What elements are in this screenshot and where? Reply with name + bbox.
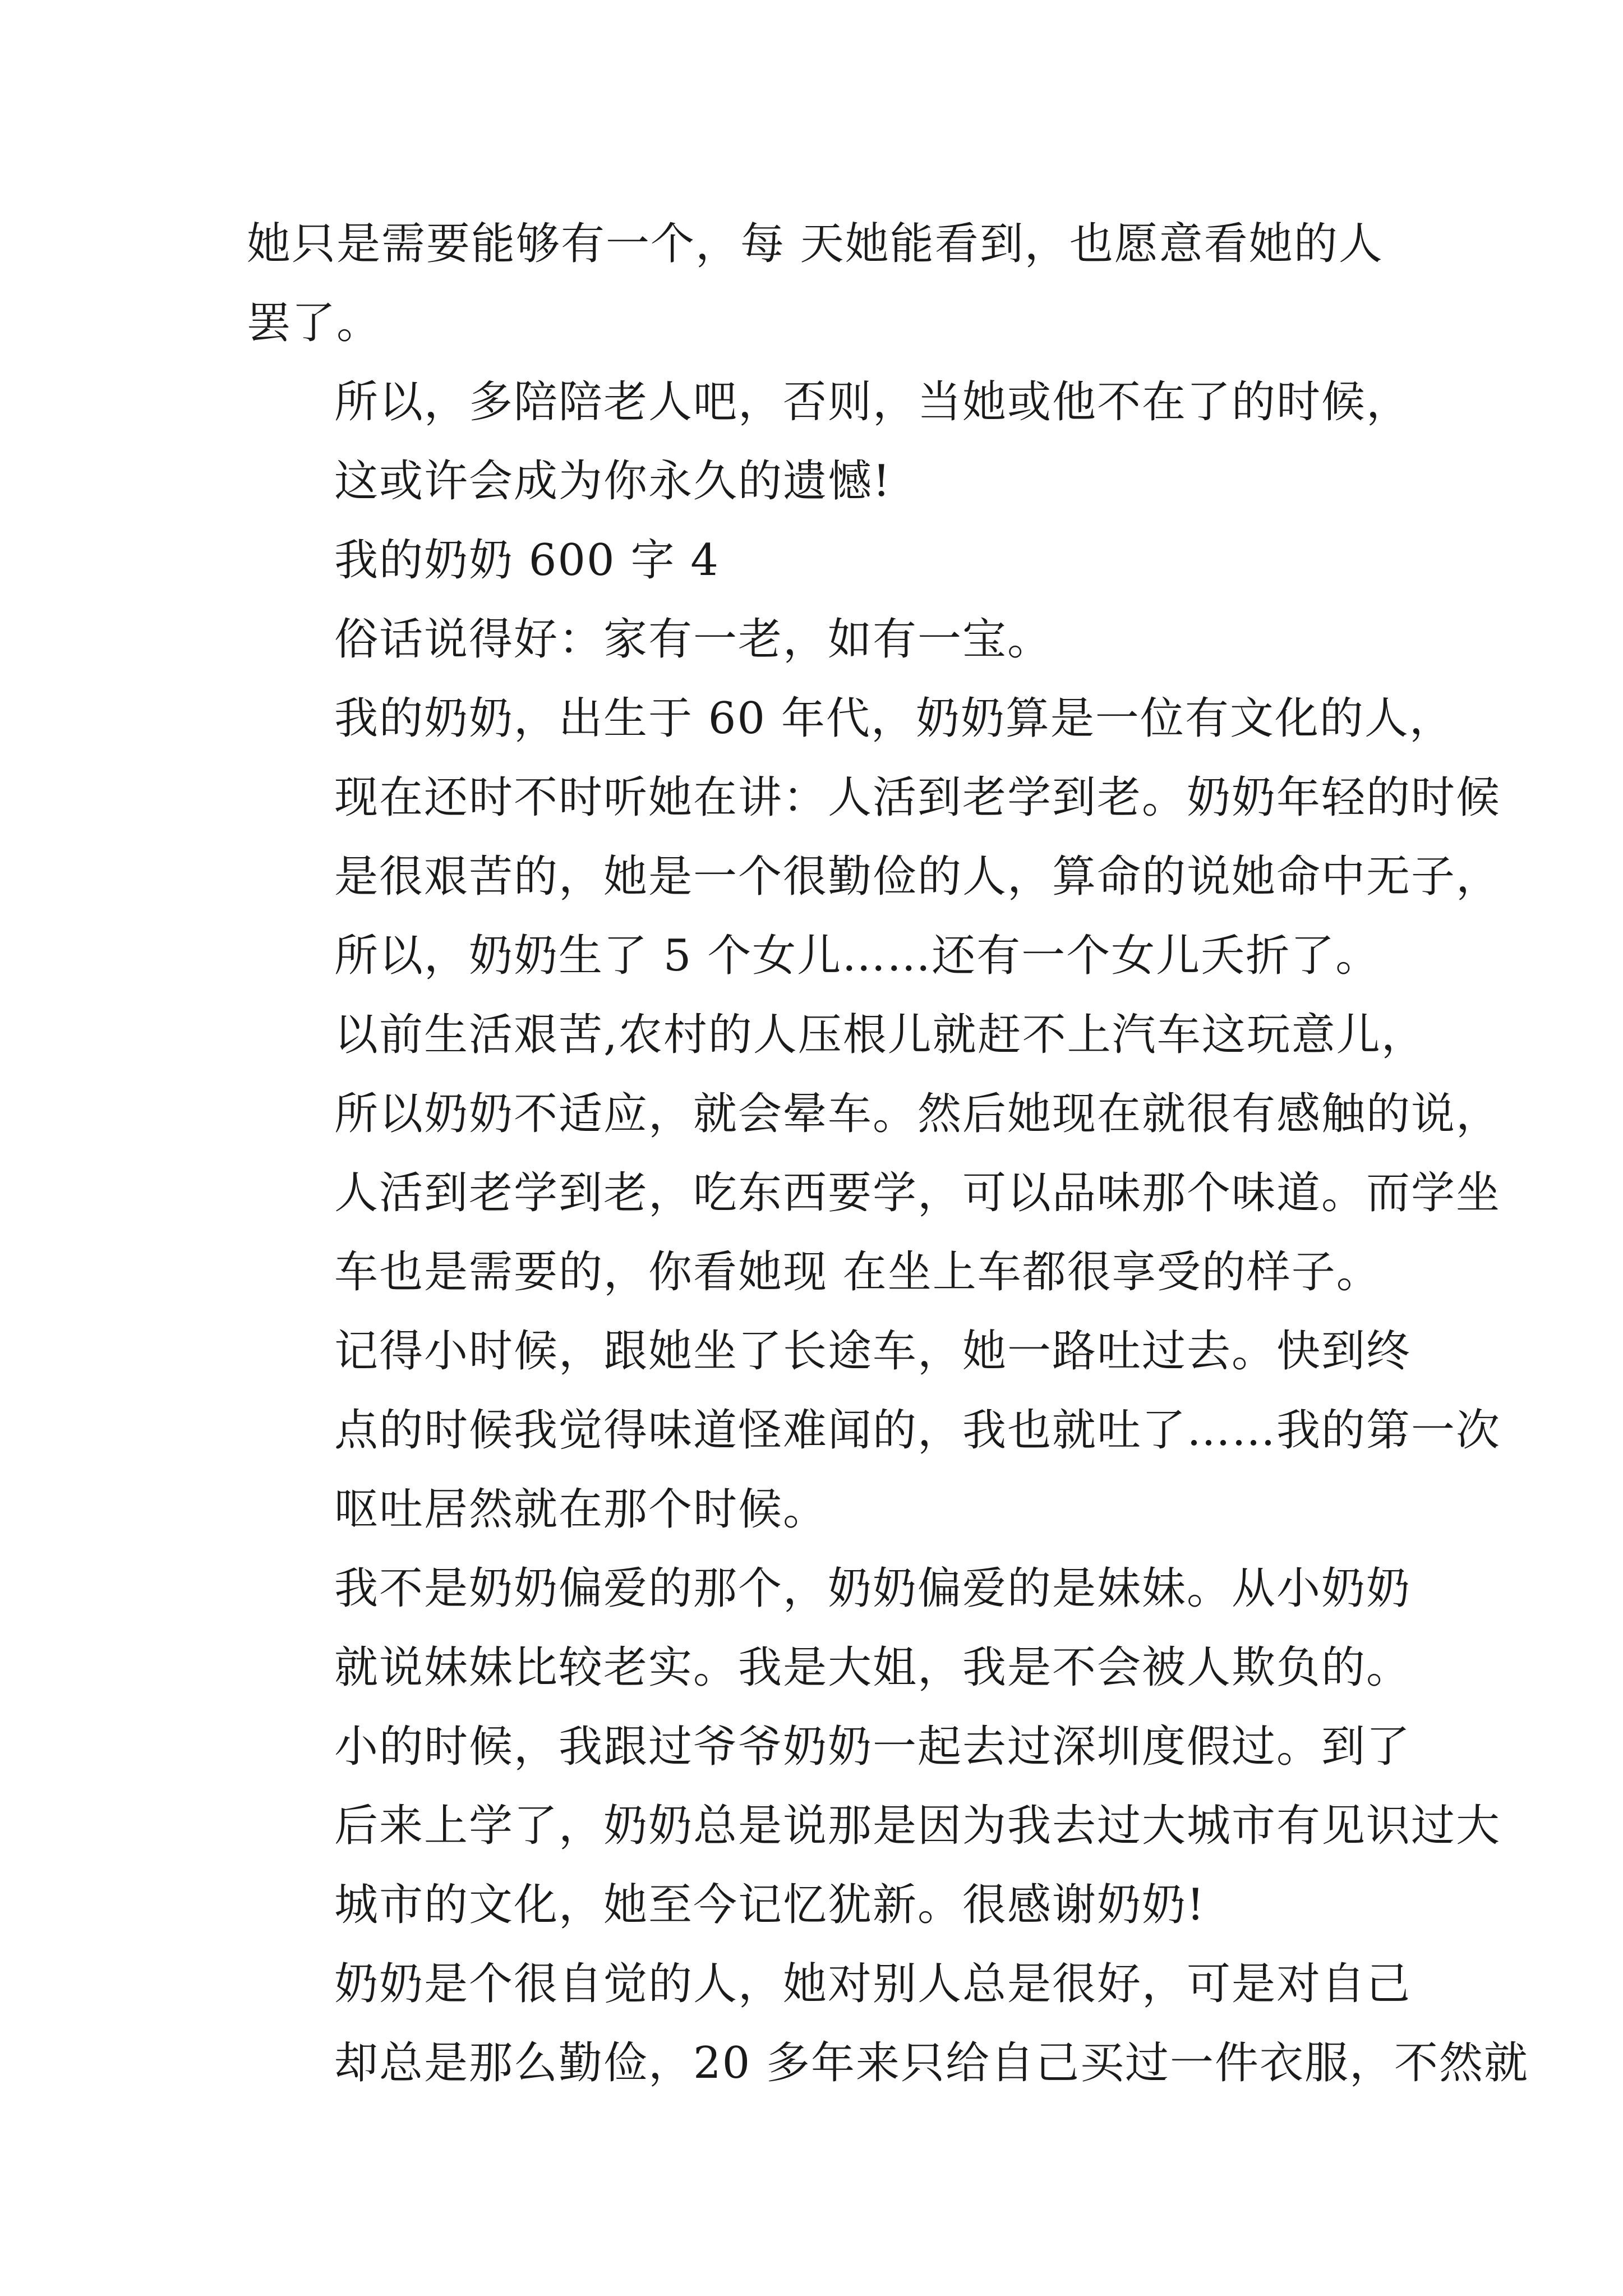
paragraph (247, 363, 1412, 521)
paragraph (247, 1945, 1529, 2103)
text-line: 呕吐居然就在那个时候。 (334, 1484, 828, 1535)
text-line: 小的时候，我跟过爷爷奶奶一起去过深圳度假过。到了 (334, 1722, 1412, 1772)
text-line: 就说妹妹比较老实。我是大姐，我是不会被人欺负的。 (334, 1642, 1412, 1693)
text-line: 她只是需要能够有一个，每 天她能看到，也愿意看她的人 (247, 219, 1384, 269)
text-line: 却总是那么勤俭，20 多年来只给自己买过一件衣服，不然就 (334, 2038, 1529, 2088)
text-line: 我的奶奶 600 字 4 (334, 535, 720, 586)
paragraph (247, 521, 1396, 600)
text-line: 记得小时候，跟她坐了长途车，她一路吐过去。快到终 (334, 1326, 1412, 1377)
paragraph (247, 996, 1501, 1312)
paragraph (247, 600, 1396, 679)
text-line: 罢了。 (247, 298, 382, 348)
text-line: 车也是需要的，你看她现 在坐上车都很享受的样子。 (334, 1247, 1381, 1297)
text-line: 所以奶奶不适应，就会晕车。然后她现在就很有感触的说， (334, 1089, 1501, 1139)
text-line: 所以，奶奶生了 5 个女儿……还有一个女儿夭折了。 (334, 931, 1381, 981)
text-line: 奶奶是个很自觉的人，她对别人总是很好，可是对自己 (334, 1959, 1412, 2009)
text-line: 我的奶奶，出生于 60 年代，奶奶算是一位有文化的人， (334, 693, 1454, 744)
text-line: 城市的文化，她至今记忆犹新。很感谢奶奶! (334, 1880, 1206, 1930)
text-line: 人活到老学到老，吃东西要学，可以品味那个味道。而学坐 (334, 1168, 1501, 1218)
text-line: 后来上学了，奶奶总是说那是因为我去过大城市有见识过大 (334, 1801, 1501, 1851)
document-body (247, 205, 1529, 2103)
paragraph (247, 1312, 1501, 1549)
text-line: 现在还时不时听她在讲：人活到老学到老。奶奶年轻的时候 (334, 772, 1501, 823)
text-line: 所以，多陪陪老人吧，否则，当她或他不在了的时候， (334, 377, 1412, 427)
paragraph (247, 1549, 1412, 1708)
text-line: 我不是奶奶偏爱的那个，奶奶偏爱的是妹妹。从小奶奶 (334, 1563, 1412, 1614)
text-line: 是很艰苦的，她是一个很勤俭的人，算命的说她命中无子， (334, 852, 1501, 902)
paragraph (247, 679, 1501, 996)
text-line: 以前生活艰苦,农村的人压根儿就赶不上汽车这玩意儿， (334, 1010, 1426, 1060)
text-line: 这或许会成为你永久的遗憾! (334, 456, 892, 507)
paragraph (247, 205, 1396, 363)
text-line: 俗话说得好：家有一老，如有一宝。 (334, 614, 1053, 665)
text-line: 点的时候我觉得味道怪难闻的，我也就吐了……我的第一次 (334, 1405, 1501, 1456)
paragraph (247, 1708, 1501, 1945)
